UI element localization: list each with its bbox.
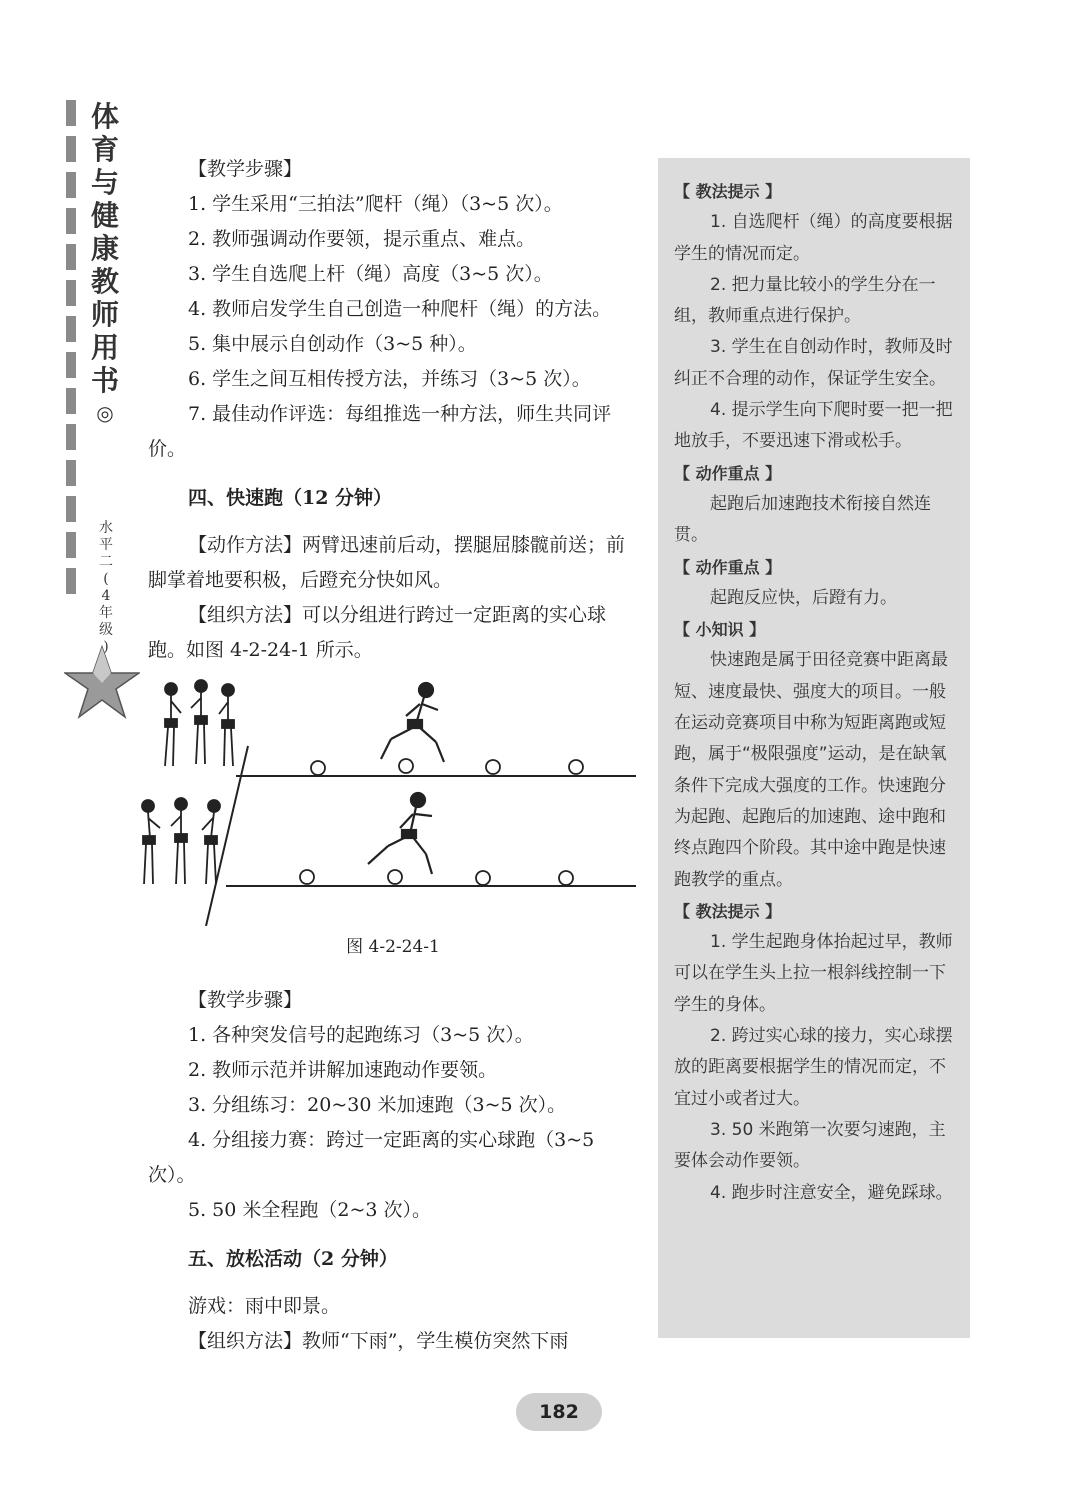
sidebar-heading: 【 动作重点 】 (674, 463, 782, 483)
level-char: 水 (99, 520, 113, 536)
level-char: ( (103, 571, 109, 587)
level-char: 4 (101, 588, 111, 604)
level-char: 平 (99, 537, 113, 553)
sidebar-tip: 4. 提示学生向下爬时要一把一把地放手，不要迅速下滑或松手。 (674, 400, 953, 452)
section-label: 【教学步骤】 (188, 158, 303, 180)
level-char: 年 (99, 605, 113, 621)
step-item: 7. 最佳动作评选：每组推选一种方法，师生共同评价。 (148, 403, 612, 460)
sidebar-heading: 【 小知识 】 (674, 620, 766, 640)
section-heading: 五、放松活动（2 分钟） (188, 1248, 398, 1270)
step-item: 2. 教师强调动作要领，提示重点、难点。 (188, 228, 536, 250)
sidebar-tip: 2. 把力量比较小的学生分在一组，教师重点进行保护。 (674, 274, 936, 327)
sprint-illustration (136, 676, 636, 926)
sidebar-heading: 【 教法提示 】 (674, 182, 782, 201)
section-label: 【教学步骤】 (188, 989, 303, 1011)
sidebar-tip: 1. 学生起跑身体抬起过早，教师可以在学生头上拉一根斜线控制一下学生的身体。 (674, 932, 953, 1015)
title-char: 书 (90, 364, 119, 397)
title-char: 健 (90, 199, 119, 232)
title-char: 教 (90, 265, 119, 298)
page-number: 182 (516, 1393, 602, 1431)
step-item: 2. 教师示范并讲解加速跑动作要领。 (188, 1059, 498, 1081)
step-item: 1. 各种突发信号的起跑练习（3~5 次）。 (188, 1024, 534, 1046)
title-char: 师 (90, 298, 119, 331)
circle-mark-icon: ◎ (96, 401, 114, 425)
organization-method: 【组织方法】教师“下雨”，学生模仿突然下雨 (188, 1330, 569, 1352)
step-item: 3. 分组练习：20~30 米加速跑（3~5 次）。 (188, 1094, 567, 1116)
step-item: 1. 学生采用“三拍法”爬杆（绳）（3~5 次）。 (188, 193, 563, 215)
organization-method: 【组织方法】可以分组进行跨过一定距离的实心球跑。如图 4-2-24-1 所示。 (148, 604, 607, 661)
title-char: 康 (90, 232, 119, 265)
action-method: 【动作方法】两臂迅速前后动，摆腿屈膝髋前送；前脚掌着地要积极，后蹬充分快如风。 (148, 534, 626, 591)
sidebar-tip: 4. 跑步时注意安全，避免踩球。 (710, 1182, 953, 1203)
sidebar-tip: 3. 学生在自创动作时，教师及时纠正不合理的动作，保证学生安全。 (674, 337, 953, 389)
sidebar-heading: 【 动作重点 】 (674, 557, 782, 577)
title-char: 体 (90, 100, 119, 133)
sidebar-text: 起跑反应快，后蹬有力。 (710, 587, 897, 608)
sidebar-tip: 3. 50 米跑第一次要匀速跑，主要体会动作要领。 (674, 1119, 946, 1172)
step-item: 5. 50 米全程跑（2~3 次）。 (188, 1199, 432, 1221)
level-char: 二 (99, 554, 113, 570)
running-figure (136, 676, 636, 926)
figure-caption: 图 4-2-24-1 (346, 937, 440, 957)
title-char: 育 (90, 133, 119, 166)
grade-level-vertical (96, 520, 116, 656)
step-item: 4. 分组接力赛：跨过一定距离的实心球跑（3~5 次）。 (148, 1129, 595, 1186)
sidebar-tip: 2. 跨过实心球的接力，实心球摆放的距离要根据学生的情况而定，不宜过小或者过大。 (674, 1026, 953, 1109)
main-content (148, 152, 638, 1359)
sidebar-text: 起跑后加速跑技术衔接自然连贯。 (674, 493, 931, 546)
spine-decoration (66, 100, 80, 640)
step-item: 5. 集中展示自创动作（3~5 种）。 (188, 333, 477, 355)
title-char: 用 (90, 331, 119, 364)
sidebar-notes (658, 158, 970, 1338)
level-char: 级 (99, 622, 113, 638)
section-heading: 四、快速跑（12 分钟） (188, 487, 393, 509)
star-icon (64, 645, 140, 719)
sidebar-heading: 【 教法提示 】 (674, 901, 782, 921)
step-item: 4. 教师启发学生自己创造一种爬杆（绳）的方法。 (188, 298, 612, 320)
sidebar-text: 快速跑是属于田径竞赛中距离最短、速度最快、强度大的项目。一般在运动竞赛项目中称为短距离跑或短跑，属于“极限强度”运动，是在缺氧条件下完成大强度的工作。快速跑分为起跑、起跑后的加速跑、途中跑和终点跑四个阶段。其中途中跑是快速跑教学的重点。 (674, 650, 948, 890)
title-char: 与 (90, 166, 119, 199)
game-line: 游戏：雨中即景。 (188, 1295, 341, 1317)
step-item: 6. 学生之间互相传授方法，并练习（3~5 次）。 (188, 368, 591, 390)
step-item: 3. 学生自选爬上杆（绳）高度（3~5 次）。 (188, 263, 553, 285)
book-title-vertical (88, 100, 122, 430)
sidebar-tip: 1. 自选爬杆（绳）的高度要根据学生的情况而定。 (674, 212, 953, 264)
level-char: ) (103, 639, 109, 655)
